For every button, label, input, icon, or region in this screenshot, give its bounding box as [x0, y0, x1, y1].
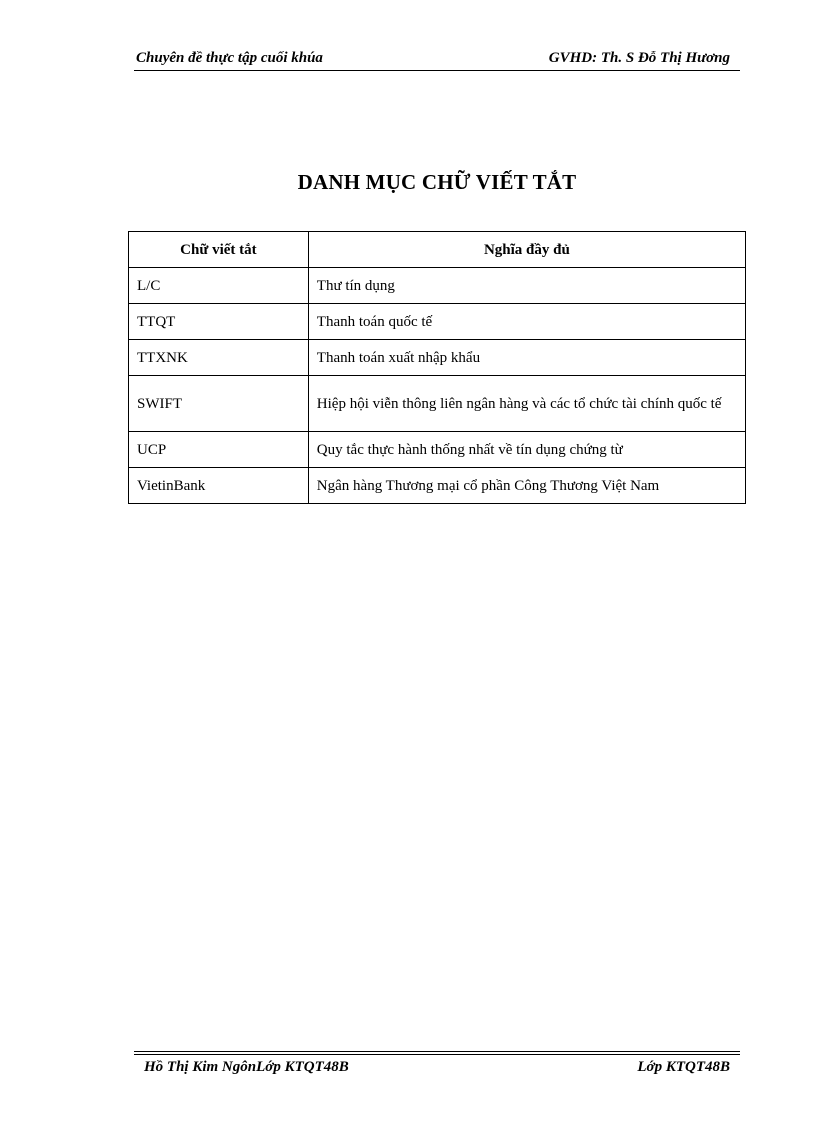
- column-header-abbreviation: Chữ viết tắt: [129, 232, 309, 268]
- footer-class: Lớp KTQT48B: [637, 1059, 730, 1075]
- header-supervisor: GVHD: Th. S Đỗ Thị Hương: [548, 50, 730, 66]
- abbreviation-cell: VietinBank: [129, 468, 309, 504]
- table-row: [129, 468, 746, 504]
- table-header-row: [129, 232, 746, 268]
- meaning-cell: Ngân hàng Thương mại cổ phần Công Thương Việt Nam: [308, 468, 745, 504]
- abbreviation-cell: SWIFT: [129, 376, 309, 432]
- header-course-title: Chuyên đề thực tập cuối khúa: [136, 50, 323, 66]
- abbreviation-cell: TTXNK: [129, 340, 309, 376]
- footer-rule: [134, 1054, 740, 1055]
- abbreviation-table: [128, 231, 746, 504]
- abbreviation-cell: UCP: [129, 432, 309, 468]
- footer-author: Hồ Thị Kim NgônLớp KTQT48B: [144, 1059, 349, 1075]
- abbreviation-cell: TTQT: [129, 304, 309, 340]
- meaning-cell: Hiệp hội viễn thông liên ngân hàng và các tổ chức tài chính quốc tế: [308, 376, 745, 432]
- table-row: [129, 432, 746, 468]
- table-row: [129, 340, 746, 376]
- table-row: [129, 376, 746, 432]
- meaning-cell: Thanh toán quốc tế: [308, 304, 745, 340]
- column-header-meaning: Nghĩa đầy đủ: [308, 232, 745, 268]
- page-title: DANH MỤC CHỮ VIẾT TẮT: [297, 170, 577, 194]
- table-row: [129, 268, 746, 304]
- table-row: [129, 304, 746, 340]
- meaning-cell: Quy tắc thực hành thống nhất về tín dụng chứng từ: [308, 432, 745, 468]
- meaning-cell: Thư tín dụng: [308, 268, 745, 304]
- abbreviation-cell: L/C: [129, 268, 309, 304]
- header-rule: [134, 70, 740, 71]
- page-footer: [134, 1057, 740, 1079]
- meaning-cell: Thanh toán xuất nhập khẩu: [308, 340, 745, 376]
- footer-rule: [134, 1051, 740, 1052]
- page-header: [134, 48, 740, 70]
